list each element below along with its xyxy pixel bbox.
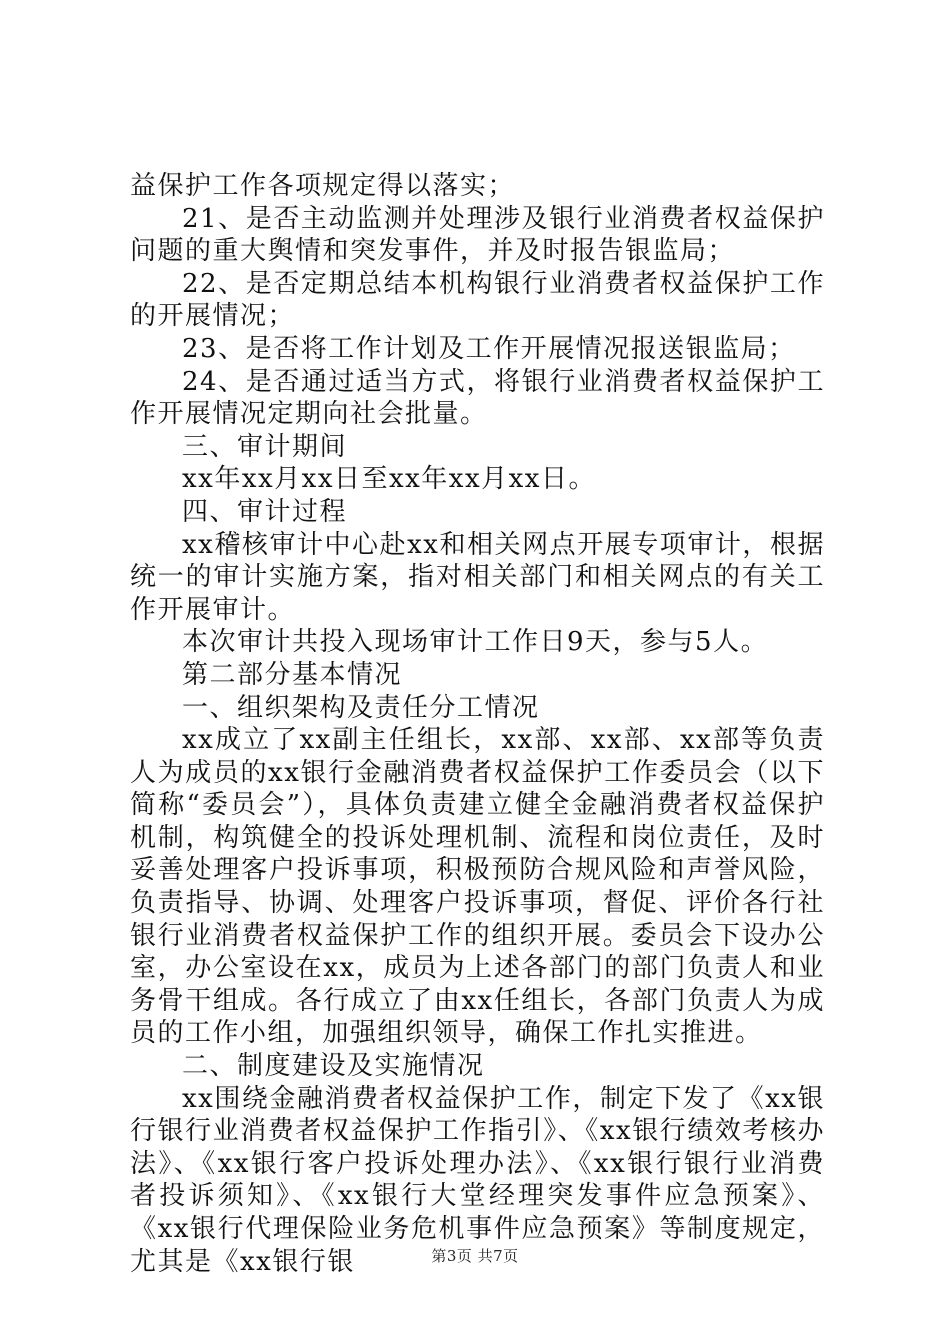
- paragraph: xx成立了xx副主任组长，xx部、xx部、xx部等负责人为成员的xx银行金融消费者权益保护工作委员会（以下简称“委员会”），具体负责建立健全金融消费者权益保护机制，构筑健全的投诉处理机制、流程和岗位责任，及时妥善处理客户投诉事项，积极预防合规风险和声誉风险，负责指导、协调、处理客户投诉事项，督促、评价各行社银行业消费者权益保护工作的组织开展。委员会下设办公室，办公室设在xx，成员为上述各部门的部门负责人和业务骨干组成。各行成立了由xx任组长，各部门负责人为成员的工作小组，加强组织领导，确保工作扎实推进。: [130, 725, 825, 1049]
- paragraph: 21、是否主动监测并处理涉及银行业消费者权益保护问题的重大舆情和突发事件，并及时报告银监局；: [130, 203, 825, 267]
- paragraph: xx年xx月xx日至xx年xx月xx日。: [182, 464, 596, 495]
- paragraph: 二、制度建设及实施情况: [182, 1051, 485, 1082]
- paragraph: 第二部分基本情况: [182, 659, 403, 690]
- paragraph: 四、审计过程: [182, 496, 348, 527]
- paragraph: 益保护工作各项规定得以落实；: [130, 171, 516, 201]
- paragraph: 24、是否通过适当方式，将银行业消费者权益保护工作开展情况定期向社会批量。: [130, 366, 825, 430]
- page-footer: 第3页 共7页: [431, 1247, 519, 1265]
- paragraph: 三、审计期间: [182, 431, 348, 462]
- paragraph: 23、是否将工作计划及工作开展情况报送银监局；: [182, 333, 796, 364]
- paragraph: 22、是否定期总结本机构银行业消费者权益保护工作的开展情况；: [130, 268, 825, 332]
- paragraph: xx稽核审计中心赴xx和相关网点开展专项审计，根据统一的审计实施方案，指对相关部门和相关网点的有关工作开展审计。: [130, 529, 825, 625]
- paragraph: xx围绕金融消费者权益保护工作，制定下发了《xx银行银行业消费者权益保护工作指引》、《xx银行绩效考核办法》、《xx银行客户投诉处理办法》、《xx银行银行业消费者投诉须知》、《xx银行大堂经理突发事件应急预案》、《xx银行代理保险业务危机事件应急预案》等制度规定，尤其是《xx银行银: [130, 1083, 825, 1277]
- document-body: [130, 170, 825, 1278]
- paragraph: 一、组织架构及责任分工情况: [182, 692, 540, 723]
- paragraph: 本次审计共投入现场审计工作日9天，参与5人。: [182, 627, 769, 658]
